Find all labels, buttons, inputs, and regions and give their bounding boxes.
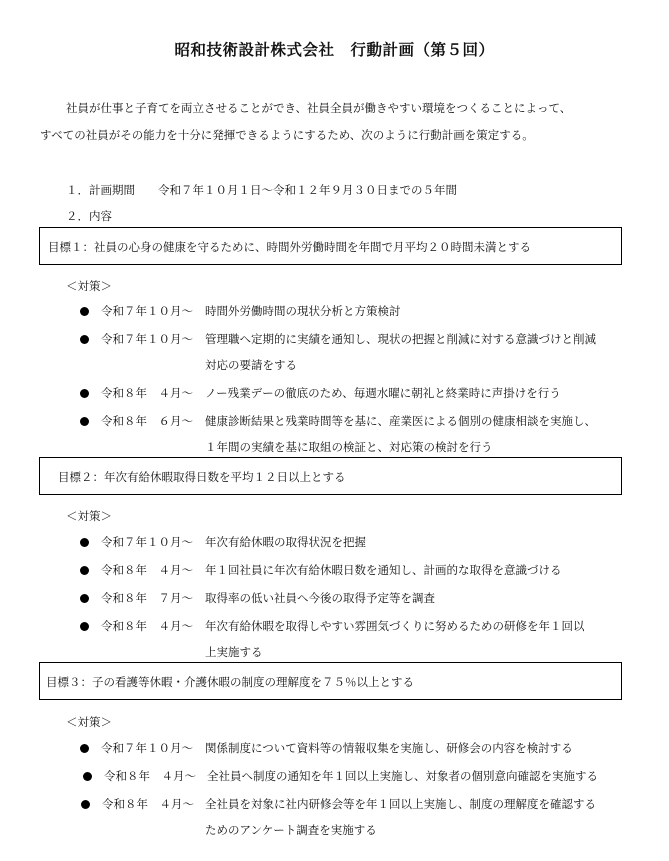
bullet-icon <box>80 538 89 547</box>
bullet-icon <box>80 389 89 398</box>
bullet-icon <box>80 417 89 426</box>
page-title: 昭和技術設計株式会社 行動計画（第５回） <box>174 41 495 59</box>
measures-label-1: ＜対策＞ <box>66 279 112 293</box>
bullet-icon <box>80 307 89 316</box>
measure-date: 令和８年 ４月～ <box>101 563 193 577</box>
measure-date: 令和８年 ４月～ <box>101 386 193 400</box>
measure-date: 令和７年１０月～ <box>101 741 193 755</box>
measure-text: 年次有給休暇の取得状況を把握 <box>205 535 366 549</box>
measure-date: 令和８年 ４月～ <box>104 769 196 783</box>
goal-3-text: 目標３：子の看護等休暇・介護休暇の制度の理解度を７５％以上とする <box>46 675 414 689</box>
measure-date: 令和８年 ６月～ <box>101 414 193 428</box>
measure-text: 時間外労働時間の現状分析と方策検討 <box>205 304 401 318</box>
measure-date: 令和７年１０月～ <box>101 332 193 346</box>
bullet-icon <box>81 800 90 809</box>
intro-line-2: すべての社員がその能力を十分に発揮できるようにするため、次のように行動計画を策定する。 <box>40 128 534 142</box>
measure-text: ノー残業デーの徹底のため、毎週水曜に朝礼と終業時に声掛けを行う <box>205 386 561 400</box>
measure-text: 取得率の低い社員へ今後の取得予定等を調査 <box>205 591 435 605</box>
measure-date: 令和８年 ４月～ <box>102 797 194 811</box>
measure-text: 年次有給休暇を取得しやすい雰囲気づくりに努めるための研修を年１回以 <box>205 619 585 633</box>
measure-date: 令和７年１０月～ <box>101 304 193 318</box>
goal-3-box <box>39 662 622 700</box>
goal-2-box <box>39 457 622 495</box>
bullet-icon <box>80 566 89 575</box>
measure-text: 健康診断結果と残業時間等を基に、産業医による個別の健康相談を実施し、 <box>205 414 596 428</box>
intro-line-1: 社員が仕事と子育てを両立させることができ、社員全員が働きやすい環境をつくることによって、 <box>66 101 572 115</box>
measures-label-2: ＜対策＞ <box>66 509 112 523</box>
measure-text: 関係制度について資料等の情報収集を実施し、研修会の内容を検討する <box>205 741 573 755</box>
measure-text: 年１回社員に年次有給休暇日数を通知し、計画的な取得を意識づける <box>205 563 562 577</box>
goal-1-box <box>39 227 622 265</box>
goal-1-text: 目標１：社員の心身の健康を守るために、時間外労働時間を年間で月平均２０時間未満とする <box>48 240 531 254</box>
measure-text-cont: 対応の要請をする <box>205 358 297 372</box>
bullet-icon <box>80 335 89 344</box>
bullet-icon <box>83 772 92 781</box>
measures-label-3: ＜対策＞ <box>66 715 112 729</box>
bullet-icon <box>80 622 89 631</box>
goal-2-text: 目標２：年次有給休暇取得日数を平均１２日以上とする <box>58 470 346 484</box>
measure-date: 令和８年 ４月～ <box>101 619 193 633</box>
measure-text: 管理職へ定期的に実績を通知し、現状の把握と削減に対する意識づけと削減 <box>205 332 596 346</box>
content-heading: ２．内容 <box>66 209 112 223</box>
measure-text: 全社員へ制度の通知を年１回以上実施し、対象者の個別意向確認を実施する <box>207 769 598 783</box>
measure-date: 令和８年 ７月～ <box>101 591 193 605</box>
bullet-icon <box>80 744 89 753</box>
measure-text-cont: 上実施する <box>205 645 263 659</box>
measure-date: 令和７年１０月～ <box>101 535 193 549</box>
plan-period: １．計画期間 令和７年１０月１日～令和１２年９月３０日までの５年間 <box>66 183 457 197</box>
measure-text: 全社員を対象に社内研修会等を年１回以上実施し、制度の理解度を確認する <box>205 797 596 811</box>
measure-text-cont: １年間の実績を基に取組の検証と、対応策の検討を行う <box>205 440 493 454</box>
measure-text-cont: ためのアンケート調査を実施する <box>205 823 377 837</box>
bullet-icon <box>80 594 89 603</box>
